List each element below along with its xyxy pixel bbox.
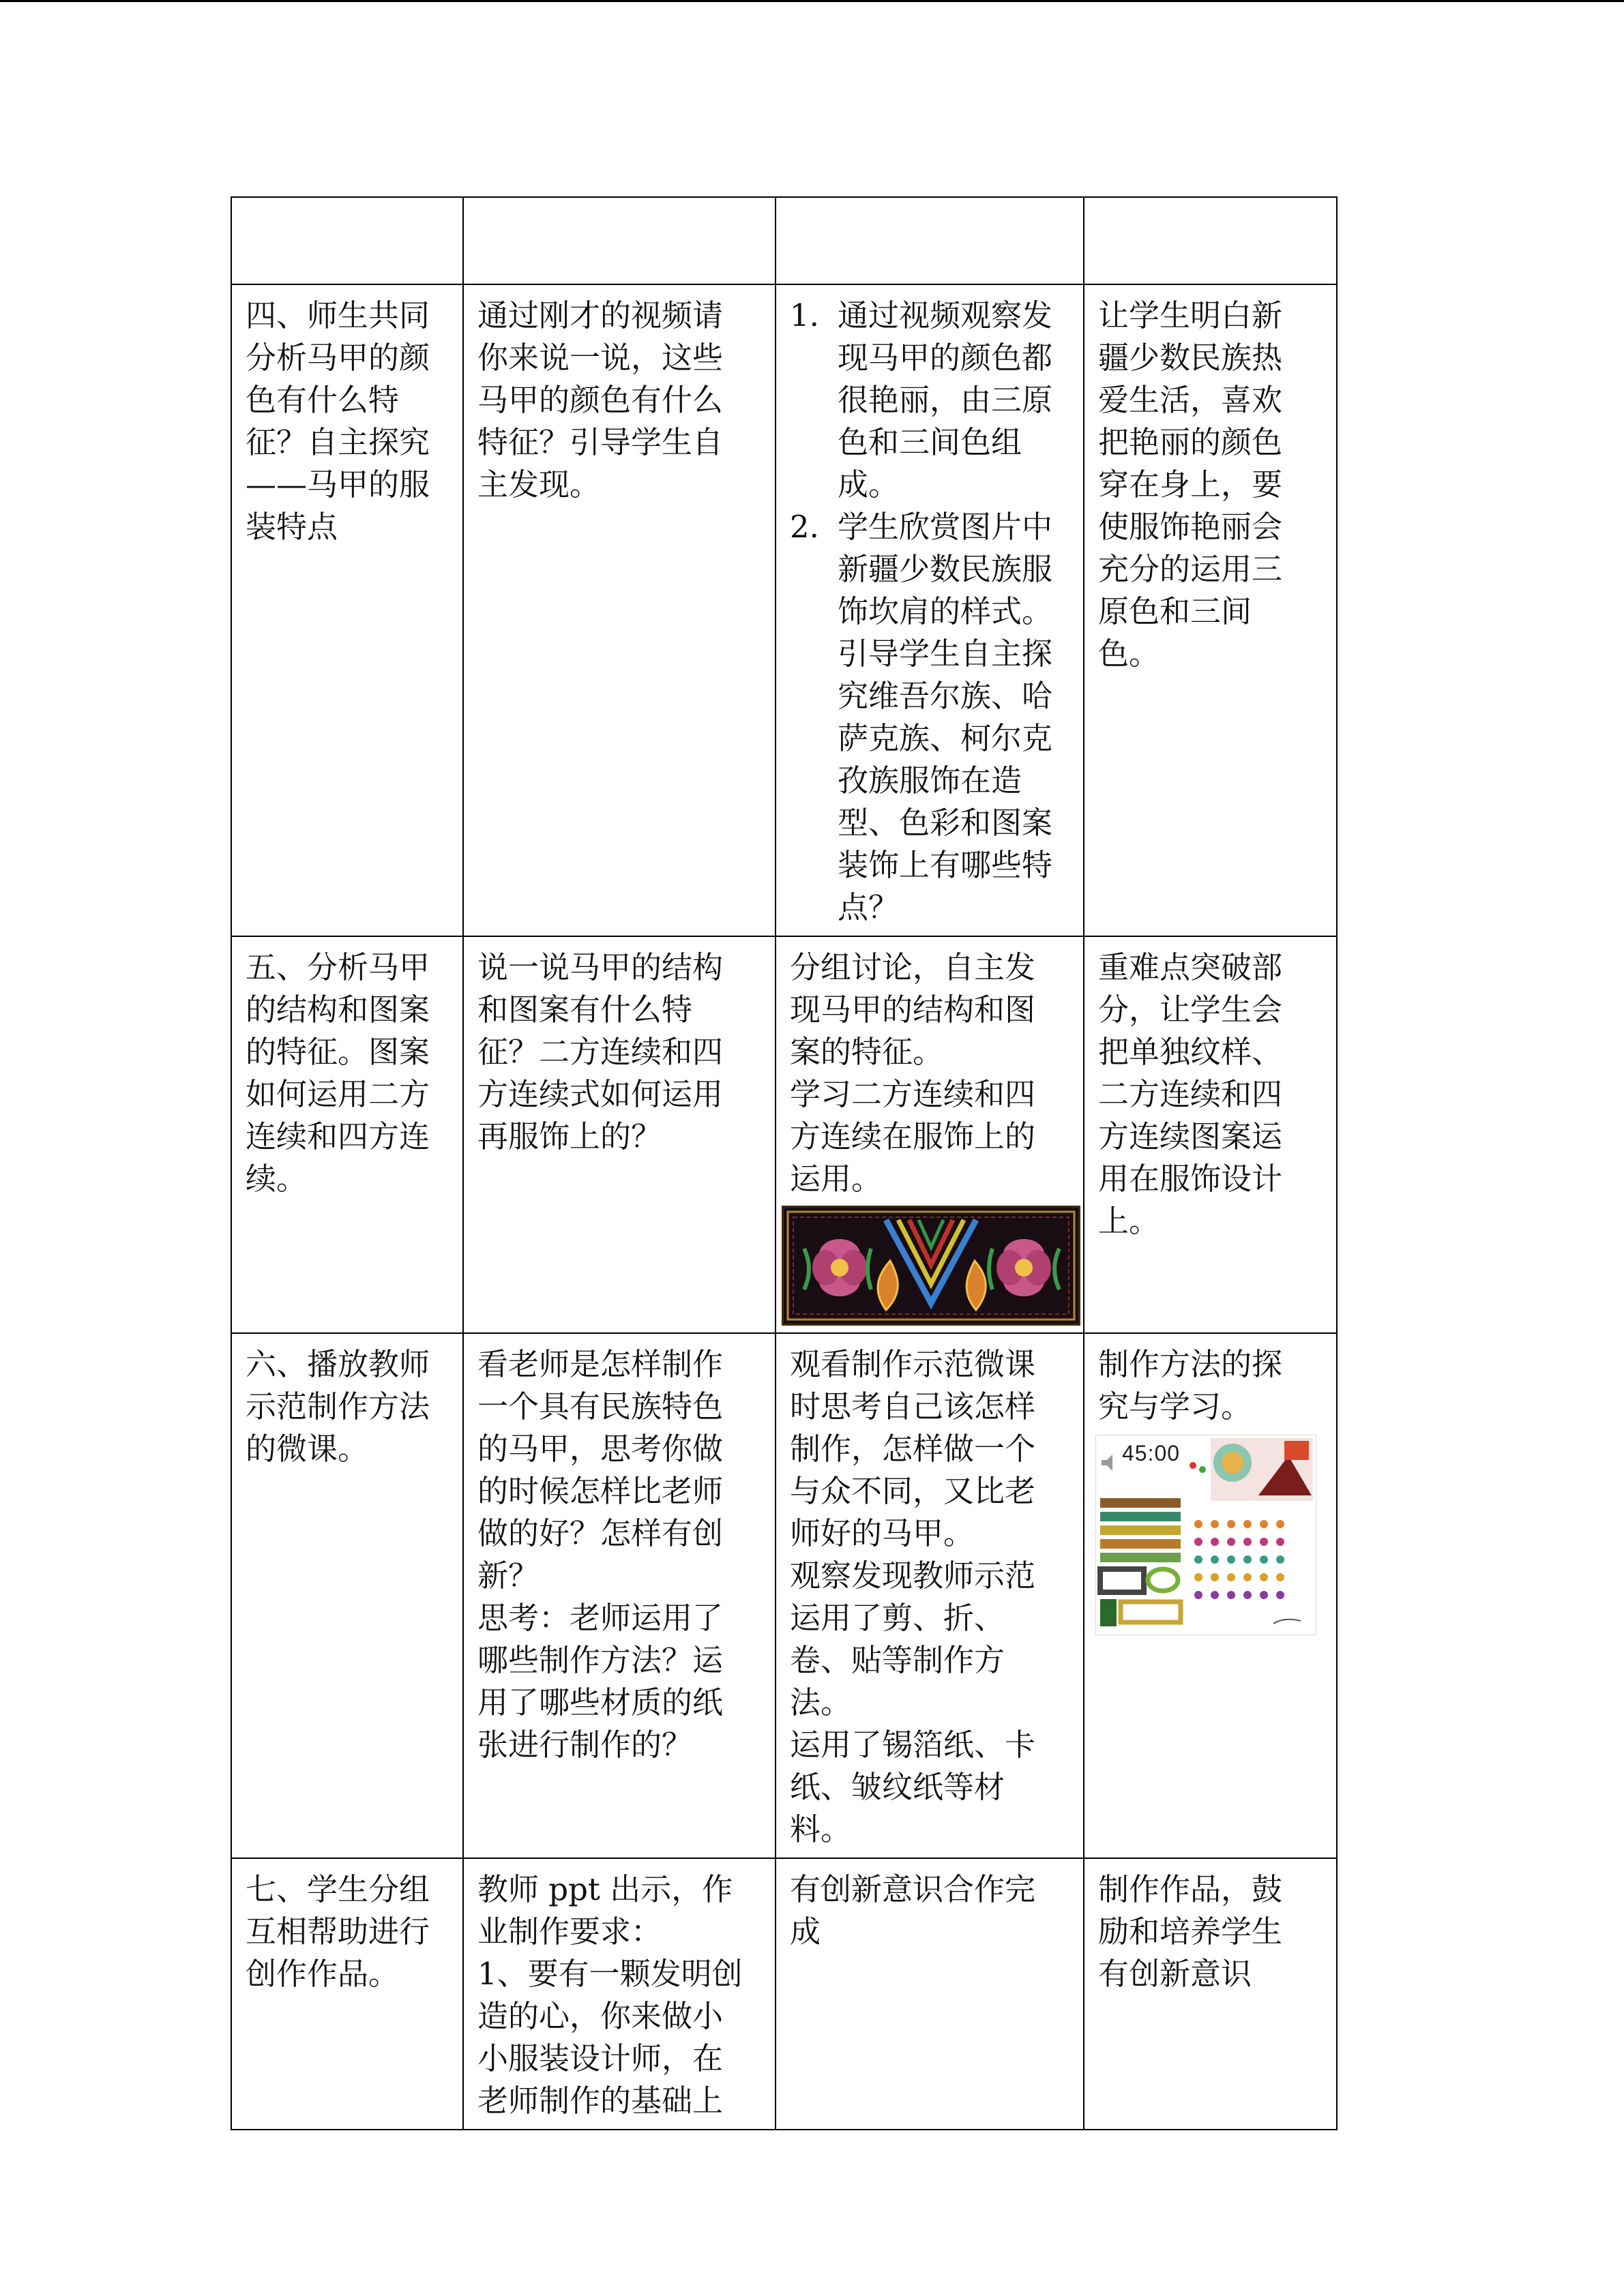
teacher-activity-cell: 说一说马甲的结构 和图案有什么特 征？二方连续和四 方连续式如何运用 再服饰上的？ bbox=[463, 936, 776, 1333]
step-cell: 五、分析马甲 的结构和图案 的特征。图案 如何运用二方 连续和四方连 续。 bbox=[231, 936, 463, 1333]
step-cell: 四、师生共同 分析马甲的颜 色有什么特 征？自主探究 ——马甲的服 装特点 bbox=[231, 284, 463, 936]
student-activity-cell bbox=[776, 284, 1084, 936]
design-intent-cell: 重难点突破部 分，让学生会 把单独纹样、 二方连续和四 方连续图案运 用在服饰设计 上。 bbox=[1084, 936, 1337, 1333]
design-intent-cell: 让学生明白新 疆少数民族热 爱生活，喜欢 把艳丽的颜色 穿在身上，要 使服饰艳丽会 充分的运用三 原色和三间 色。 bbox=[1084, 284, 1337, 936]
micro-lesson-slide-image bbox=[1095, 1435, 1316, 1635]
design-intent-cell: 制作作品，鼓 励和培养学生 有创新意识 bbox=[1084, 1858, 1337, 2130]
student-activity-cell: 有创新意识合作完 成 bbox=[776, 1858, 1084, 2130]
step-cell: 六、播放教师 示范制作方法 的微课。 bbox=[231, 1333, 463, 1858]
teacher-activity-cell: 通过刚才的视频请 你来说一说，这些 马甲的颜色有什么 特征？引导学生自 主发现。 bbox=[463, 284, 776, 936]
teacher-activity-cell: 教师 ppt 出示，作 业制作要求： 1、要有一颗发明创 造的心，你来做小 小服装设计师，在 老师制作的基础上 bbox=[463, 1858, 776, 2130]
design-intent-cell: 制作方法的探 究与学习。 45:00 bbox=[1084, 1333, 1337, 1858]
teacher-activity-cell: 看老师是怎样制作 一个具有民族特色 的马甲，思考你做 的时候怎样比老师 做的好？怎样有创 新？ 思考：老师运用了 哪些制作方法？运 用了哪些材质的纸 张进行制作的？ bbox=[463, 1333, 776, 1858]
list-item: 1. 通过视频观察发 现马甲的颜色都 很艳丽，由三原 色和三间色组 成。 bbox=[790, 297, 1053, 503]
table-cell bbox=[463, 197, 776, 284]
slide-timer-text: 45:00 bbox=[1122, 1441, 1181, 1465]
page-top-border bbox=[0, 0, 1624, 2]
table-row-empty bbox=[231, 197, 1337, 284]
table-row bbox=[231, 284, 1337, 936]
table-row bbox=[231, 1333, 1337, 1858]
table-cell bbox=[231, 197, 463, 284]
embroidery-pattern-image bbox=[782, 1206, 1080, 1326]
table-cell bbox=[776, 197, 1084, 284]
list-item: 2. 学生欣赏图片中 新疆少数民族服 饰坎肩的样式。 引导学生自主探 究维吾尔族、哈 萨克族、柯尔克 孜族服饰在造 型、色彩和图案 装饰上有哪些特 点？ bbox=[790, 509, 1053, 925]
step-cell: 七、学生分组 互相帮助进行 创作作品。 bbox=[231, 1858, 463, 2130]
table-cell bbox=[1084, 197, 1337, 284]
lesson-plan-table bbox=[231, 196, 1338, 2130]
table-row bbox=[231, 1858, 1337, 2130]
numbered-list bbox=[790, 295, 1069, 929]
table-row bbox=[231, 936, 1337, 1333]
student-activity-cell: 分组讨论，自主发 现马甲的结构和图 案的特征。 学习二方连续和四 方连续在服饰上的 运用。 bbox=[776, 936, 1084, 1333]
student-activity-cell: 观看制作示范微课 时思考自己该怎样 制作，怎样做一个 与众不同，又比老 师好的马甲。 观察发现教师示范 运用了剪、折、 卷、贴等制作方 法。 运用了锡箔纸、卡 纸、皱纹纸等材 料。 bbox=[776, 1333, 1084, 1858]
